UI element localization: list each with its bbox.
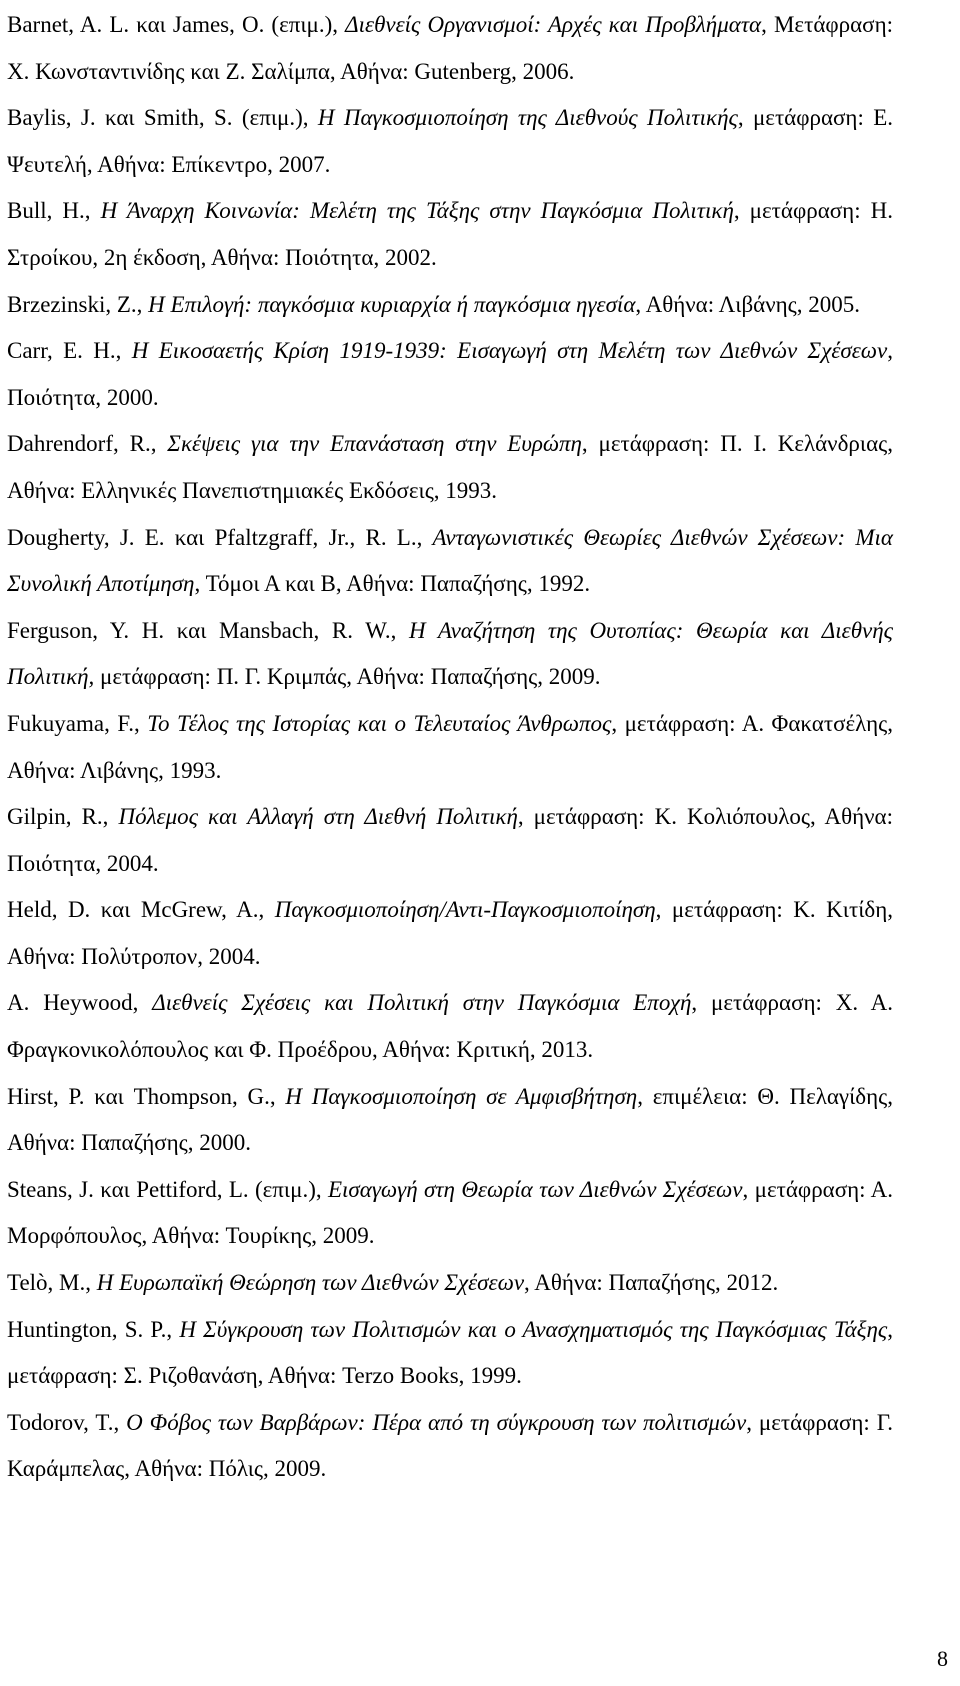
reference-authors: Held, D. και McGrew, A., [7, 897, 275, 923]
reference-authors: Dougherty, J. E. και Pfaltzgraff, Jr., R. L., [7, 524, 433, 550]
reference-authors: Fukuyama, F., [7, 710, 148, 736]
page-number: 8 [937, 1646, 948, 1671]
reference-details: , μετάφραση: Ε. Ψευτελή, Αθήνα: Επίκεντρο, 2007. [7, 105, 894, 177]
reference-title: Παγκοσμιοποίηση/Αντι-Παγκοσμιοποίηση [274, 897, 656, 923]
reference-title: Το Τέλος της Ιστορίας και ο Τελευταίος Άνθρωπος [147, 710, 612, 736]
reference-details: , Ποιότητα, 2000. [7, 338, 893, 410]
reference-details: , μετάφραση: Η. Στροίκου, 2η έκδοση, Αθήνα: Ποιότητα, 2002. [7, 198, 894, 270]
reference-title: Πόλεμος και Αλλαγή στη Διεθνή Πολιτική [118, 804, 518, 830]
reference-entry [7, 1167, 893, 1260]
reference-title: Σκέψεις για την Επανάσταση στην Ευρώπη [167, 431, 582, 457]
reference-title: Η Επιλογή: παγκόσμια κυριαρχία ή παγκόσμια ηγεσία [148, 291, 636, 317]
reference-authors: Huntington, S. P., [7, 1316, 180, 1342]
reference-title: Η Εικοσαετής Κρίση 1919-1939: Εισαγωγή στη Μελέτη των Διεθνών Σχέσεων [131, 338, 888, 364]
reference-entry [7, 328, 893, 421]
reference-entry [7, 1074, 893, 1167]
reference-authors: Carr, E. H., [7, 338, 132, 364]
reference-authors: A. Heywood, [7, 990, 153, 1016]
reference-details: , μετάφραση: Γ. Καράμπελας, Αθήνα: Πόλις, 2009. [7, 1409, 893, 1482]
reference-authors: Baylis, J. και Smith, S. (επιμ.), [7, 105, 318, 131]
reference-entry [7, 980, 893, 1073]
reference-title: Η Αναζήτηση της Ουτοπίας: Θεωρία και Διεθνής Πολιτική, [7, 617, 893, 690]
reference-details: μετάφραση: Π. Γ. Κριμπάς, Αθήνα: Παπαζήσης, 2009. [94, 664, 601, 690]
reference-title: Η Σύγκρουση των Πολιτισμών και ο Ανασχηματισμός της Παγκόσμιας Τάξης [179, 1316, 888, 1342]
reference-authors: Hirst, P. και Thompson, G., [7, 1083, 286, 1109]
reference-details: , μετάφραση: Α. Φακατσέλης, Αθήνα: Λιβάνης, 1993. [7, 710, 893, 783]
reference-title: Η Ευρωπαϊκή Θεώρηση των Διεθνών Σχέσεων [96, 1270, 525, 1296]
reference-details: , μετάφραση: Κ. Κιτίδη, Αθήνα: Πολύτροπον, 2004. [7, 897, 893, 969]
reference-details: , μετάφραση: Α. Μορφόπουλος, Αθήνα: Τουρίκης, 2009. [7, 1176, 893, 1249]
reference-entry [7, 1307, 893, 1400]
reference-entry [7, 282, 893, 329]
reference-authors: Barnet, A. L. και James, O. (επιμ.), [7, 12, 346, 37]
reference-entry [7, 1400, 893, 1493]
reference-authors: Steans, J. και Pettiford, L. (επιμ.), [7, 1176, 328, 1202]
reference-details: , Τόμοι Α και Β, Αθήνα: Παπαζήσης, 1992. [194, 571, 591, 597]
reference-title: Εισαγωγή στη Θεωρία των Διεθνών Σχέσεων [327, 1176, 743, 1202]
reference-entry [7, 608, 893, 701]
reference-entry [7, 421, 893, 514]
reference-authors: Brzezinski, Z., [7, 291, 149, 317]
reference-details: , Αθήνα: Λιβάνης, 2005. [635, 291, 860, 317]
reference-title: Διεθνείς Οργανισμοί: Αρχές και Προβλήματα [345, 12, 762, 37]
bibliography-list [7, 2, 893, 1493]
reference-details: , μετάφραση: Χ. Α. Φραγκονικολόπουλος και Φ. Προέδρου, Αθήνα: Κριτική, 2013. [7, 990, 893, 1063]
reference-entry [7, 95, 893, 188]
reference-authors: Ferguson, Y. H. και Mansbach, R. W., [7, 617, 409, 643]
reference-title: Ο Φόβος των Βαρβάρων: Πέρα από τη σύγκρουση των πολιτισμών [126, 1409, 747, 1435]
reference-details: , επιμέλεια: Θ. Πελαγίδης, Αθήνα: Παπαζήσης, 2000. [7, 1083, 893, 1156]
reference-entry [7, 701, 893, 794]
reference-authors: Telò, M., [7, 1270, 97, 1296]
reference-authors: Gilpin, R., [7, 804, 119, 830]
reference-entry [7, 794, 893, 887]
reference-details: , μετάφραση: Κ. Κολιόπουλος, Αθήνα: Ποιότητα, 2004. [7, 804, 893, 876]
reference-title: Η Άναρχη Κοινωνία: Μελέτη της Τάξης στην Παγκόσμια Πολιτική [100, 198, 734, 224]
reference-entry [7, 887, 893, 980]
reference-authors: Dahrendorf, R., [7, 431, 168, 457]
reference-title: Η Παγκοσμιοποίηση σε Αμφισβήτηση [285, 1083, 638, 1109]
reference-authors: Todorov, T., [7, 1409, 127, 1435]
reference-details: , μετάφραση: Π. Ι. Κελάνδριας, Αθήνα: Ελληνικές Πανεπιστημιακές Εκδόσεις, 1993. [7, 431, 893, 503]
reference-title: Ανταγωνιστικές Θεωρίες Διεθνών Σχέσεων: Μια Συνολική Αποτίμηση [7, 524, 893, 597]
reference-entry [7, 188, 893, 281]
reference-details: , Αθήνα: Παπαζήσης, 2012. [524, 1270, 779, 1296]
reference-title: Η Παγκοσμιοποίηση της Διεθνούς Πολιτικής [317, 105, 738, 131]
reference-title: Διεθνείς Σχέσεις και Πολιτική στην Παγκόσμια Εποχή [152, 990, 692, 1016]
reference-entry [7, 1260, 893, 1307]
reference-details: , μετάφραση: Σ. Ριζοθανάση, Αθήνα: Terzo Books, 1999. [7, 1316, 893, 1389]
reference-entry [7, 515, 893, 608]
reference-authors: Bull, H., [7, 198, 101, 224]
reference-entry [7, 2, 893, 95]
reference-details: , Μετάφραση: Χ. Κωνσταντινίδης και Ζ. Σαλίμπα, Αθήνα: Gutenberg, 2006. [7, 12, 893, 84]
